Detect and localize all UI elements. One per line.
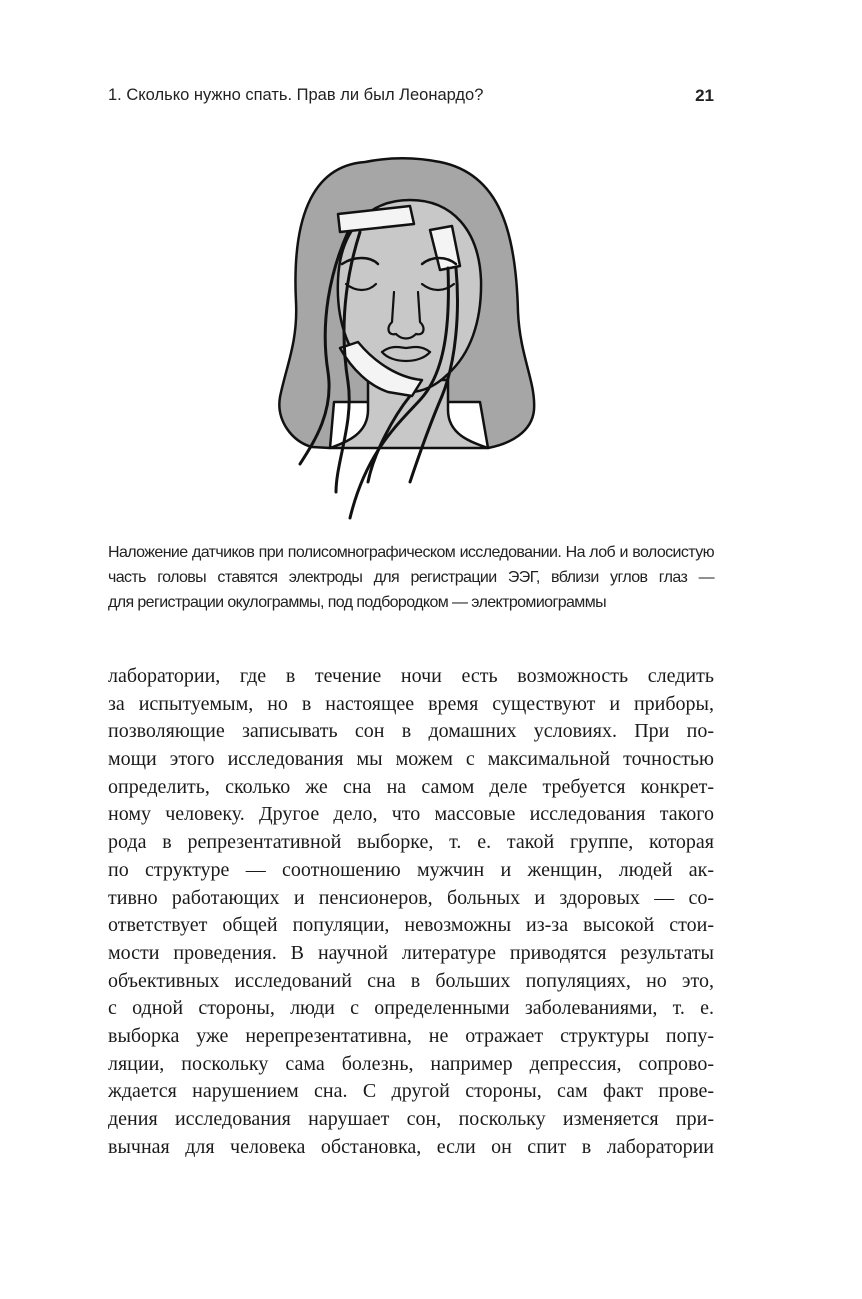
text-line: ляции, поскольку сама болезнь, например депрессия, сопрово- [108, 1052, 714, 1075]
text-line: ному человеку. Другое дело, что массовые исследования такого [108, 803, 714, 826]
text-line: позволяющие записывать сон в домашних условиях. При по- [108, 720, 714, 743]
caption-line: для регистрации окулограммы, под подбородком — электромиограммы [108, 594, 606, 611]
text-line: по структуре — соотношению мужчин и женщин, людей ак- [108, 858, 714, 881]
chapter-title: 1. Сколько нужно спать. Прав ли был Леонардо? [108, 86, 484, 104]
text-line: мощи этого исследования мы можем с максимальной точностью [108, 748, 714, 771]
page-number: 21 [695, 86, 714, 105]
text-line: дения исследования нарушает сон, поскольку изменяется при- [108, 1108, 714, 1130]
figure-caption [108, 540, 714, 615]
text-line: объективных исследований сна в больших популяциях, но это, [108, 969, 714, 992]
text-line: с одной стороны, люди с определенными заболеваниями, т. е. [108, 997, 714, 1020]
running-header [108, 86, 714, 112]
text-line: ответствует общей популяции, невозможны из-за высокой стои- [108, 914, 714, 937]
caption-line: Наложение датчиков при полисомнографическом исследовании. На лоб и волосистую [108, 544, 714, 561]
text-line: тивно работающих и пенсионеров, больных и здоровых — со- [108, 886, 714, 909]
polysomnography-face-illustration [270, 152, 545, 532]
text-line: рода в репрезентативной выборке, т. е. такой группе, которая [108, 831, 714, 854]
text-line: за испытуемым, но в настоящее время существуют и приборы, [108, 692, 714, 715]
text-line: лаборатории, где в течение ночи есть возможность следить [108, 665, 714, 687]
text-line: определить, сколько же сна на самом деле требуется конкрет- [108, 775, 714, 798]
body-paragraph [108, 663, 714, 1161]
caption-line: часть головы ставятся электроды для регистрации ЭЭГ, вблизи углов глаз — [108, 569, 714, 586]
text-line: вычная для человека обстановка, если он спит в лаборатории [108, 1135, 714, 1158]
face-illustration-svg [270, 152, 545, 532]
text-line: выборка уже нерепрезентативна, не отражает структуры попу- [108, 1024, 714, 1047]
text-line: ждается нарушением сна. С другой стороны, сам факт прове- [108, 1080, 714, 1103]
text-line: мости проведения. В научной литературе приводятся результаты [108, 941, 714, 964]
